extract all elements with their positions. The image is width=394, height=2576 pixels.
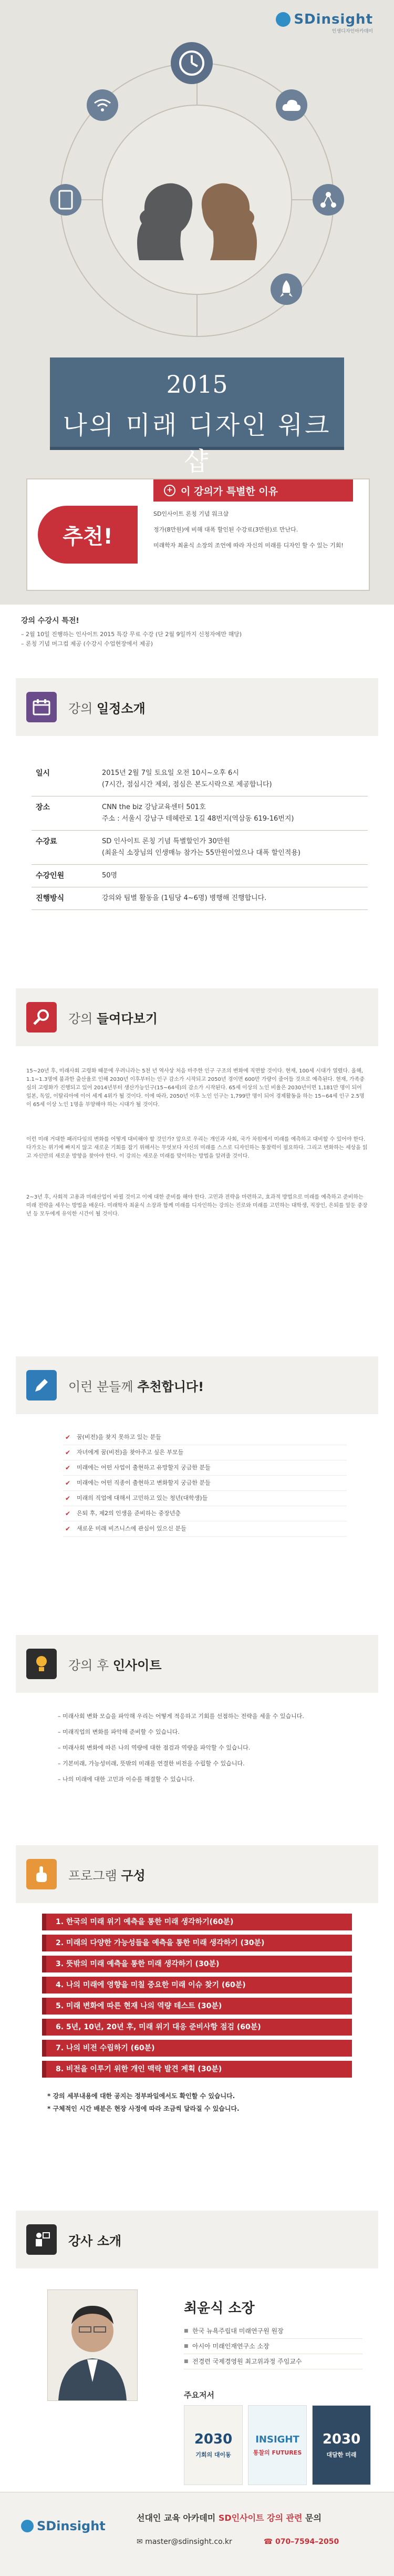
list-item: ✔ 미래에는 어떤 직종이 출현하고 변화할지 궁금한 분들 <box>63 1476 347 1491</box>
hero-title: 나의 미래 디자인 워크샵 <box>63 411 331 476</box>
pencil-icon <box>26 1370 57 1401</box>
calendar-icon <box>26 692 57 722</box>
section-header-schedule <box>16 678 378 736</box>
list-item: – 기본미래, 가능성미래, 뜻밖의 미래를 연결한 비전을 수립할 수 있습니다. <box>58 1760 245 1767</box>
book-title-line1: 2030 <box>322 2431 361 2447</box>
footer-text-prefix: 선대인 교육 아카데미 <box>137 2513 219 2523</box>
table-row <box>32 762 368 796</box>
list-item: ✔ 미래에는 어떤 사업이 출현하고 유망할지 궁금한 분들 <box>63 1460 347 1476</box>
list-item: ✔ 미래의 직업에 대해서 고민하고 있는 청년(대학생)들 <box>63 1491 347 1506</box>
benefit-notice-title: 강의 수강시 특전! <box>21 617 79 625</box>
book-title-line2: 통찰의 FUTURES <box>253 2449 302 2456</box>
list-item: – 미래직업의 변화를 파악해 준비할 수 있습니다. <box>58 1729 180 1735</box>
hand-pointer-icon <box>26 1859 57 1889</box>
program-item: 4. 나의 미래에 영향을 미칠 중요한 미래 이슈 찾기 (60분) <box>42 1977 352 1994</box>
recommend-lines <box>153 510 358 557</box>
footer <box>0 2492 394 2576</box>
footer-text-brand: SD인사이트 강의 관련 <box>218 2513 303 2523</box>
program-note: * 강의 세부내용에 대한 공지는 정부파일에서도 확인할 수 있습니다. <box>47 2092 235 2100</box>
program-item: 8. 비전을 이루기 위한 개인 맥락 발견 계획 (30분) <box>42 2061 352 2078</box>
schedule-key: 수강인원 <box>36 872 65 880</box>
section-header-audience <box>16 1356 378 1414</box>
list-item: – 미래사회 변화에 따른 나의 역량에 대한 점검과 역량을 파악할 수 있습니다. <box>58 1744 251 1751</box>
footer-email[interactable] <box>137 2538 232 2546</box>
section-title-prefix: 강의 후 <box>68 1658 113 1673</box>
hero-banner <box>0 0 394 605</box>
section-title-schedule <box>68 698 146 717</box>
recommend-line-2: 정가(8만원)에 비해 대폭 할인된 수강료(3만원)로 만난다. <box>153 526 298 533</box>
table-row <box>32 796 368 831</box>
speaker-roles <box>184 2324 362 2369</box>
footer-inquiry-text <box>137 2511 322 2523</box>
tablet-icon <box>50 184 81 216</box>
list-item: ✔ 은퇴 후, 제2의 인생을 준비하는 중장년층 <box>63 1506 347 1521</box>
program-list <box>42 1914 352 2082</box>
section-title-program <box>68 1865 146 1884</box>
book-title-line2: 대담한 미래 <box>326 2451 357 2458</box>
program-note: * 구체적인 시간 배분은 현장 사정에 따라 조금씩 달라질 수 있습니다. <box>47 2105 240 2112</box>
section-title-audience <box>68 1376 204 1395</box>
list-item: ✔ 새로운 미래 비즈니스에 관심이 있으신 분들 <box>63 1521 347 1537</box>
section-title-prefix: 강의 <box>68 701 97 716</box>
table-row <box>32 865 368 887</box>
recommend-badge: 추천! <box>38 506 138 564</box>
section-title-main: 인사이트 <box>112 1658 162 1673</box>
footer-phone[interactable] <box>264 2538 339 2546</box>
rocket-icon <box>271 273 302 305</box>
benefit-notice-line: – 론칭 기념 머그컵 제공 (수강시 수업현장에서 제공) <box>21 640 153 647</box>
speaker-portrait-icon <box>48 2290 137 2400</box>
book-cover[interactable] <box>248 2405 307 2485</box>
schedule-key: 장소 <box>36 803 50 812</box>
hero-illustration <box>39 42 355 357</box>
section-title-main: 강사 소개 <box>68 2234 122 2248</box>
section-title-prefix: 이런 분들께 <box>68 1379 138 1394</box>
speaker-photo <box>47 2289 138 2401</box>
section-title-speaker <box>68 2231 121 2249</box>
cloud-icon <box>276 89 307 121</box>
clock-icon <box>171 42 213 84</box>
hero-title-box <box>50 357 344 476</box>
footer-phone-text: 070–7594–2050 <box>275 2538 339 2546</box>
insight-list <box>58 1709 352 1787</box>
footer-email-text: master@sdinsight.co.kr <box>145 2538 232 2546</box>
footer-brand-name: SDinsight <box>37 2519 106 2533</box>
list-item: ■ 아시아 미래인재연구소 소장 <box>184 2339 362 2354</box>
table-row <box>32 887 368 910</box>
wifi-icon <box>87 89 118 121</box>
recommend-line-3: 미래학자 최윤식 소장의 조언에 따라 자신의 미래를 디자인 할 수 있는 기회! <box>153 542 344 549</box>
section-title-main: 추천합니다! <box>137 1379 204 1394</box>
list-item: ✔ 자녀에게 꿈(비전)을 찾아주고 싶은 부모들 <box>63 1445 347 1460</box>
program-notes <box>47 2090 357 2115</box>
schedule-value <box>98 796 368 830</box>
schedule-key: 일시 <box>36 769 50 778</box>
section-header-preview <box>16 988 378 1046</box>
recommend-line-1: SD인사이트 론칭 기념 워크샵 <box>153 510 229 517</box>
brand-name: SDinsight <box>294 12 373 27</box>
benefit-notice <box>21 615 373 649</box>
phone-icon: ☎ <box>263 2538 276 2546</box>
schedule-value <box>98 831 368 864</box>
book-title-line2: 기회의 대이동 <box>195 2451 231 2458</box>
lightbulb-icon <box>26 1649 57 1679</box>
preview-paragraph-2: 이런 미래 거대한 패러다임의 변화를 어떻게 대비해야 할 것인가? 앞으로 우리는 개인과 사회, 국가 차원에서 미래를 예측하고 대비할 수 있어야 한다. 다가오는 위기에 빠지지 않고 새로운 기회를 잡기 위해서는 무엇보다 자신의 미래를 스스로 디자인하는 통찰력이 필요하다. 그리고 변화하는 세상을 읽고 자신만의 새로운 방향을 찾아야 한다. 이 강의는 새로운 미래를 맞이하는 방법을 알려줄 것이다. <box>26 1137 368 1159</box>
schedule-key: 수강료 <box>36 837 57 846</box>
plus-circle-icon: + <box>164 485 175 496</box>
schedule-key: 진행방식 <box>36 894 65 903</box>
two-heads-icon <box>129 173 265 263</box>
list-item: – 나의 미래에 대한 고민과 이슈를 해결할 수 있습니다. <box>58 1776 195 1783</box>
presenter-icon <box>26 2224 57 2255</box>
section-header-insight <box>16 1635 378 1693</box>
section-title-main: 일정소개 <box>97 701 146 716</box>
footer-text-suffix: 문의 <box>302 2513 322 2523</box>
brand-logo-mark-icon <box>276 12 291 27</box>
table-row <box>32 831 368 865</box>
schedule-value-main: SD 인사이트 론칭 기념 특별할인가 30만원 <box>102 837 230 845</box>
brand-tagline: 인생디자인아카데미 <box>331 29 373 34</box>
list-item: ■ 전경련 국제경영원 최고위과정 주임교수 <box>184 2354 362 2369</box>
mail-icon: ✉ <box>137 2538 146 2546</box>
schedule-value: 50명 <box>102 872 118 880</box>
section-title-insight <box>68 1655 162 1673</box>
speaker-name: 최윤식 소장 <box>184 2301 255 2316</box>
preview-paragraph-1: 15~20년 후, 미래사회 고령화 때문에 우려니라는 5천 년 역사상 처음 마주한 인구 구조의 변화에 직면할 것이다. 현재, 100세 시대가 열렸다. 올해, 1.1~1.3명에 불과한 출산율로 인해 2030년 이후부터는 인구 감소가 시작되고 2050년 경이면 600만 가량이 줄어들 것으로 예측된다. 현재, 가족중심의 고령화가 진행되고 있어 2014년부터 생산가능인구(15~64세)의 감소가 시작된다. 65세 이상의 노인 비율은 2030년이면 1,181만 명이 되어 일본, 독일, 이탈리아에 이어 세계 4위가 될 것이다. 이에 따라, 2050년 이후 노인 인구는 1,799만 명이 되어 경제활동을 하는 15~64세 인구 2.5명이 65세 이상 노인 1명을 부양해야 하는 시대가 될 것이다. <box>26 1068 365 1108</box>
recommend-heading <box>153 479 353 502</box>
section-header-speaker <box>16 2211 378 2268</box>
schedule-value <box>98 762 368 796</box>
hero-year: 2015 <box>166 370 228 398</box>
footer-contacts <box>137 2538 339 2546</box>
program-item: 3. 뜻밖의 미래 예측을 통한 미래 생각하기 (30분) <box>42 1956 352 1972</box>
speaker-works-label: 주요저서 <box>184 2390 214 2400</box>
magnifier-icon <box>26 1002 57 1033</box>
book-title-line1: INSIGHT <box>255 2434 299 2445</box>
network-icon <box>313 184 344 216</box>
schedule-value: 강의와 팀별 활동을 (1팀당 4~6명) 병행해 진행합니다. <box>102 894 267 902</box>
preview-paragraph-3: 2~3년 후, 사회적 고용과 미래산업이 바뀔 것이고 이에 대한 준비를 해야 한다. 고민과 전략을 마련하고, 효과적 방법으로 미래를 예측하고 준비하는 미래 전략을 세우는 방법을 배운다. 미래학자 최윤식 소장과 함께 미래를 디자인하는 강의는 진로와 미래를 고민하는 대학생, 직장인, 은퇴를 앞둔 중장년 등 모두에게 유익한 시간이 될 것이다. <box>26 1194 368 1217</box>
section-header-program <box>16 1845 378 1903</box>
schedule-value-sub: 주소 : 서울시 강남구 테헤란로 1길 48번지(역삼동 619-16번지) <box>102 815 294 823</box>
schedule-value-sub: (7시간, 점심시간 제외, 점심은 본도시락으로 제공합니다) <box>102 781 272 789</box>
brand-logo-mark-icon <box>21 2520 34 2532</box>
section-title-prefix: 강의 <box>68 1011 97 1026</box>
audience-list <box>63 1430 347 1537</box>
program-item: 6. 5년, 10년, 20년 후, 미래 위기 대응 준비사항 점검 (60분) <box>42 2019 352 2036</box>
list-item: ✔ 꿈(비전)을 찾지 못하고 있는 분들 <box>63 1430 347 1445</box>
program-item: 5. 미래 변화에 따른 현재 나의 역량 테스트 (30분) <box>42 1998 352 2015</box>
program-item: 2. 미래의 다양한 가능성들을 예측을 통한 미래 생각하기 (30분) <box>42 1935 352 1951</box>
schedule-value-main: CNN the biz 강남교육센터 501호 <box>102 803 206 811</box>
section-title-preview <box>68 1008 158 1027</box>
book-title-line1: 2030 <box>194 2431 233 2447</box>
speaker-books <box>184 2405 371 2485</box>
book-cover[interactable] <box>184 2405 243 2485</box>
list-item: – 미래사회 변화 모습을 파악해 우리는 어떻게 적응하고 기회를 선점하는 전략을 세울 수 있습니다. <box>58 1713 304 1720</box>
schedule-value-sub: (최윤식 소장님의 인생매뉴 참가는 55만원이었으나 대폭 할인적용) <box>102 849 300 857</box>
schedule-table <box>32 762 368 910</box>
list-item: ■ 한국 뉴욕주립대 미래연구원 원장 <box>184 2324 362 2339</box>
schedule-value-main: 2015년 2월 7일 토요일 오전 10시~오후 6시 <box>102 769 239 777</box>
footer-logo[interactable] <box>21 2519 106 2533</box>
recommend-ribbon <box>27 479 369 502</box>
benefit-notice-line: – 2월 10일 진행하는 인사이트 2015 특강 무료 수강 (단 2월 9일까지 신청자에만 해당) <box>21 631 242 638</box>
book-cover[interactable] <box>312 2405 371 2485</box>
program-item: 1. 한국의 미래 위기 예측을 통한 미래 생각하기(60분) <box>42 1914 352 1930</box>
section-title-main: 들여다보기 <box>97 1011 158 1026</box>
section-title-prefix: 프로그램 <box>68 1868 121 1883</box>
brand-logo[interactable] <box>276 12 373 34</box>
program-item: 7. 나의 비전 수립하기 (60분) <box>42 2040 352 2057</box>
recommend-box <box>26 478 370 591</box>
section-title-main: 구성 <box>121 1868 146 1883</box>
recommend-heading-text: 이 강의가 특별한 이유 <box>181 485 278 497</box>
